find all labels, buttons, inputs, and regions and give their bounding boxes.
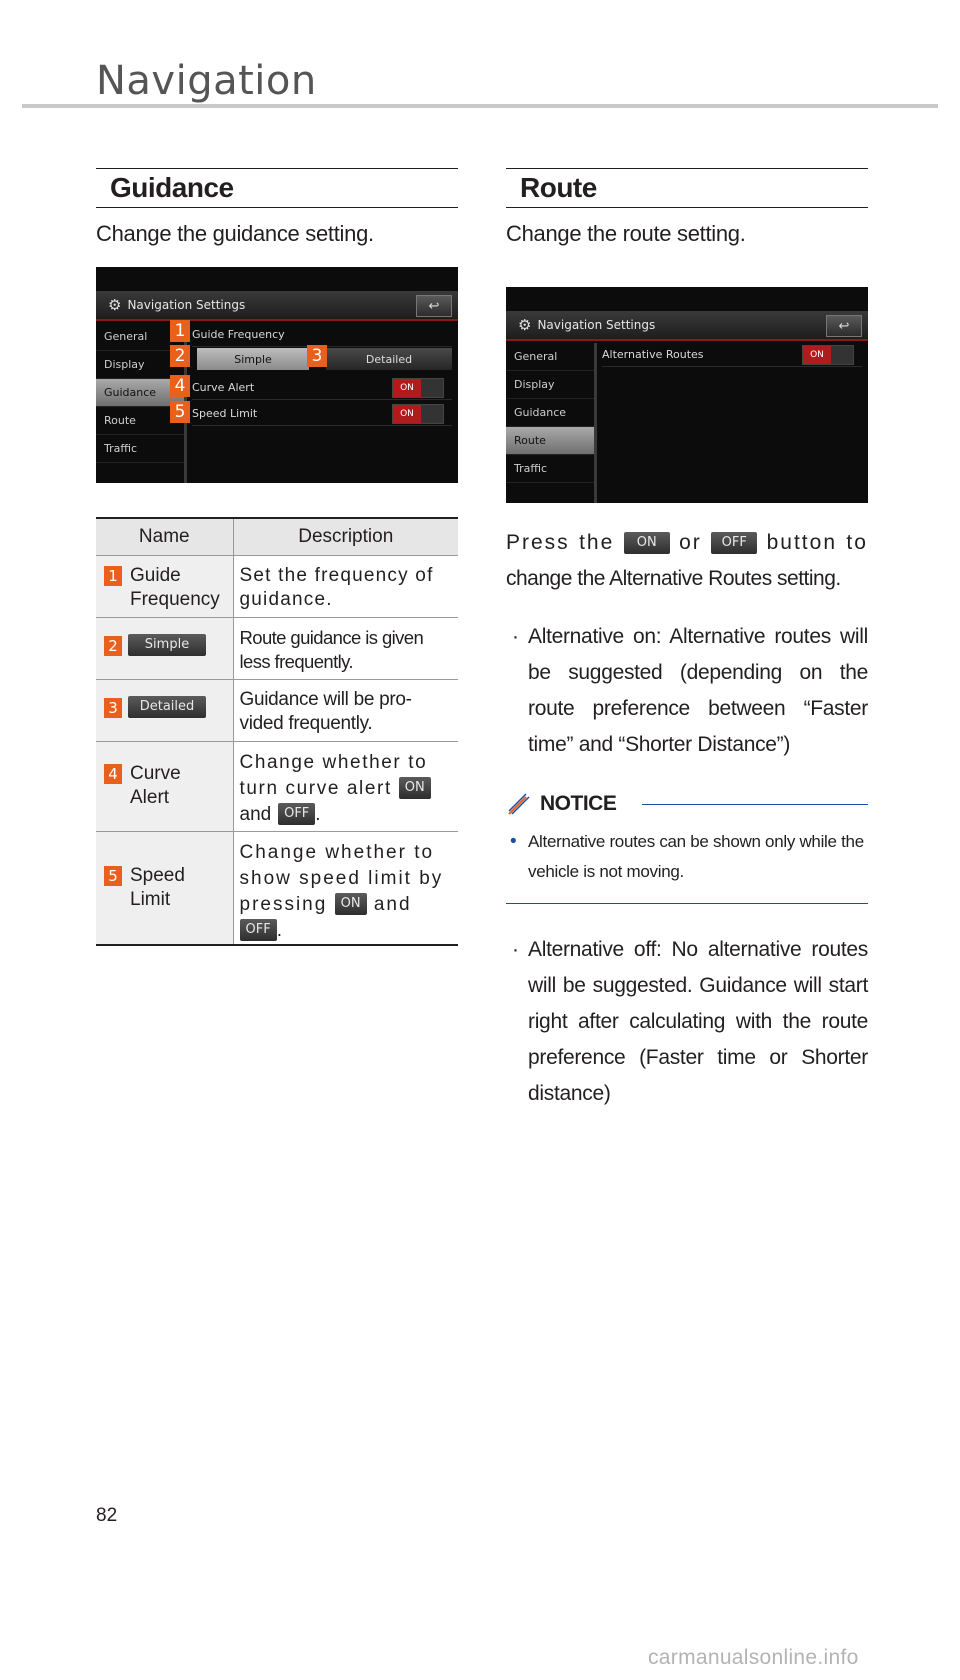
route-section bbox=[506, 168, 868, 1112]
row-label: Alternative Routes bbox=[602, 348, 704, 361]
press-instruction: Press the ON or OFF button to change the Alternative Routes setting. bbox=[506, 531, 868, 590]
sidebar-item-guidance[interactable]: Guidance bbox=[506, 399, 594, 427]
sidebar-item-general[interactable]: General bbox=[506, 343, 594, 371]
sidebar-item-display[interactable]: Display bbox=[96, 351, 184, 379]
speed-limit-toggle[interactable]: ON bbox=[392, 404, 444, 424]
alternative-routes-toggle[interactable]: ON bbox=[802, 345, 854, 365]
row-number: 2 bbox=[104, 636, 122, 656]
callout-1: 1 bbox=[170, 320, 190, 342]
on-chip: ON bbox=[399, 777, 431, 799]
guidance-heading: Guidance bbox=[110, 172, 234, 203]
watermark: carmanualsonline.info bbox=[648, 1646, 859, 1669]
off-chip: OFF bbox=[240, 919, 277, 941]
on-chip: ON bbox=[624, 532, 670, 554]
notice-item: • Alternative routes can be shown only while the vehicle is not moving. bbox=[510, 831, 864, 881]
callout-4: 4 bbox=[170, 375, 190, 397]
table-header-row bbox=[96, 518, 458, 555]
callout-5: 5 bbox=[170, 401, 190, 423]
table-row bbox=[96, 555, 458, 617]
sidebar-item-general[interactable]: General bbox=[96, 323, 184, 351]
row-name-cell bbox=[96, 679, 233, 741]
row-number: 5 bbox=[104, 866, 122, 886]
guidance-settings-screen bbox=[96, 267, 458, 483]
row-guide-frequency bbox=[192, 323, 452, 347]
screen-divider bbox=[594, 343, 597, 503]
row-name-cell: 1 Guide Frequency bbox=[96, 555, 233, 617]
row-desc: Change whether to turn curve alert ON and OFF . bbox=[233, 741, 458, 831]
off-chip: OFF bbox=[711, 532, 757, 554]
guidance-intro: Change the guidance setting. bbox=[96, 221, 374, 246]
guidance-section bbox=[96, 168, 458, 946]
screen-title: Navigation Settings bbox=[127, 298, 246, 312]
guidance-heading-bar bbox=[96, 168, 458, 208]
screen-title: Navigation Settings bbox=[537, 318, 656, 332]
route-intro: Change the route setting. bbox=[506, 221, 746, 246]
sidebar-item-guidance[interactable]: Guidance bbox=[96, 379, 184, 407]
screen-titlebar bbox=[96, 291, 458, 321]
table-row bbox=[96, 831, 458, 945]
row-desc: Guidance will be pro-vided frequently. bbox=[233, 679, 458, 741]
sidebar-item-route[interactable]: Route bbox=[96, 407, 184, 435]
detailed-chip: Detailed bbox=[128, 696, 206, 718]
screen-sidebar bbox=[506, 343, 594, 483]
row-number: 3 bbox=[104, 698, 122, 718]
page-number: 82 bbox=[96, 1505, 118, 1526]
route-heading: Route bbox=[520, 172, 597, 203]
sidebar-item-route[interactable]: Route bbox=[506, 427, 594, 455]
detailed-option[interactable]: Detailed bbox=[326, 348, 452, 370]
off-chip: OFF bbox=[278, 803, 315, 825]
row-desc: Change whether to show speed limit by pressing ON and OFF . bbox=[233, 831, 458, 945]
back-icon[interactable]: ↩ bbox=[416, 295, 452, 317]
pencil-icon bbox=[506, 791, 532, 817]
bullet-alternative-on: · Alternative on: Alternative routes will be suggested (depending on the route preference between “Faster time” and “Shorter Distance”) bbox=[512, 625, 868, 756]
row-label: Guide Frequency bbox=[192, 328, 285, 341]
simple-chip: Simple bbox=[128, 634, 206, 656]
notice-box bbox=[506, 789, 868, 904]
sidebar-item-traffic[interactable]: Traffic bbox=[506, 455, 594, 483]
row-speed-limit bbox=[192, 402, 452, 426]
row-name-cell bbox=[96, 617, 233, 679]
callout-3: 3 bbox=[307, 345, 327, 367]
back-icon[interactable]: ↩ bbox=[826, 315, 862, 337]
row-number: 4 bbox=[104, 764, 122, 784]
row-name-cell: 5 Speed Limit bbox=[96, 831, 233, 945]
table-row bbox=[96, 741, 458, 831]
gear-icon: ⚙ bbox=[518, 317, 532, 334]
row-name-cell: 4 Curve Alert bbox=[96, 741, 233, 831]
page-title: Navigation bbox=[96, 58, 317, 104]
row-number: 1 bbox=[104, 566, 122, 586]
route-settings-screen bbox=[506, 287, 868, 503]
header-name: Name bbox=[96, 518, 233, 555]
route-heading-bar bbox=[506, 168, 868, 208]
header-description: Description bbox=[233, 518, 458, 555]
gear-icon: ⚙ bbox=[108, 297, 122, 314]
callout-2: 2 bbox=[170, 345, 190, 367]
notice-label: NOTICE bbox=[540, 792, 617, 815]
row-label: Curve Alert bbox=[192, 381, 255, 394]
row-desc: Route guidance is given less frequently. bbox=[233, 617, 458, 679]
curve-alert-toggle[interactable]: ON bbox=[392, 378, 444, 398]
sidebar-item-display[interactable]: Display bbox=[506, 371, 594, 399]
screen-titlebar bbox=[506, 311, 868, 341]
simple-option[interactable]: Simple bbox=[197, 348, 309, 370]
table-row bbox=[96, 617, 458, 679]
title-divider bbox=[22, 104, 938, 108]
row-curve-alert bbox=[192, 376, 452, 400]
sidebar-item-traffic[interactable]: Traffic bbox=[96, 435, 184, 463]
on-chip: ON bbox=[335, 893, 367, 915]
guidance-table bbox=[96, 517, 458, 946]
row-label: Speed Limit bbox=[192, 407, 258, 420]
bullet-alternative-off: · Alternative off: No alternative routes will be suggested. Guidance will start right after calculating with the route preference (Faster time or Shorter distance) bbox=[512, 938, 868, 1105]
table-row bbox=[96, 679, 458, 741]
row-desc: Set the frequency of guidance. bbox=[233, 555, 458, 617]
row-alternative-routes bbox=[602, 343, 862, 367]
